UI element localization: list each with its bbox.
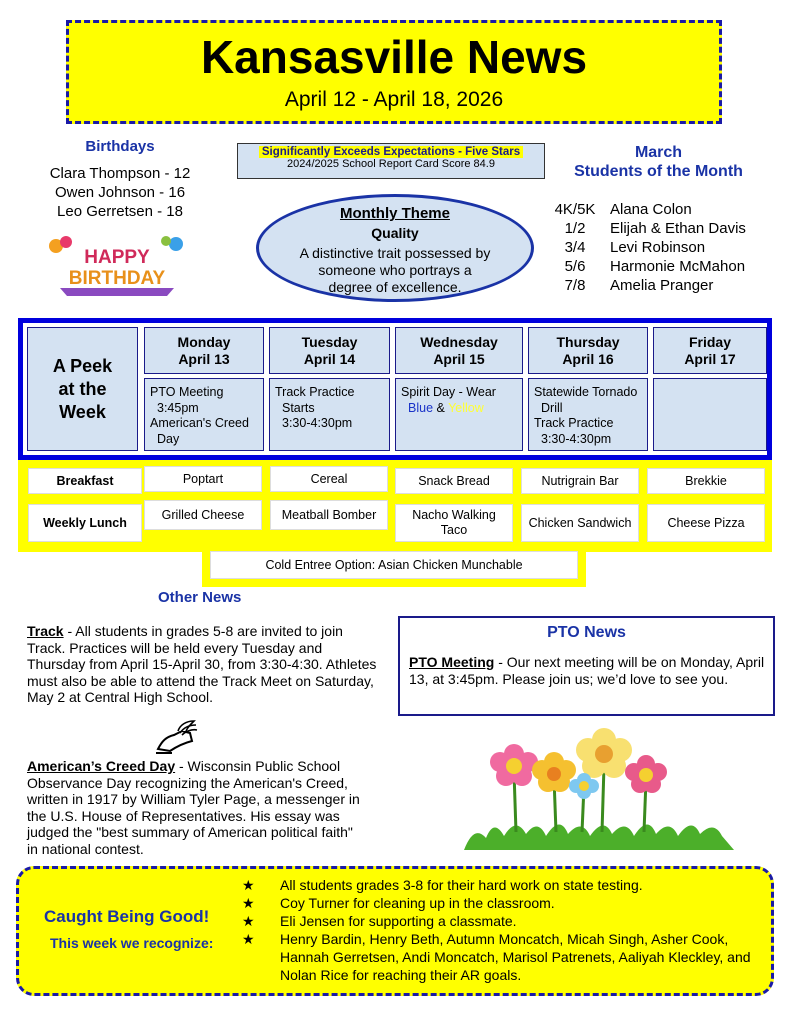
creed-body: - Wisconsin Public School Observance Day recognizing the American's Creed, written in 1917 by William Tyler Page, a messenger in the U.S. House of Representatives. His essay was judged the "best summary of American political faith" in national contest. bbox=[27, 758, 360, 857]
day-header-wednesday bbox=[395, 327, 523, 374]
peek-at-week-label bbox=[27, 327, 138, 451]
other-news-heading: Other News bbox=[158, 589, 242, 606]
event-line: American's Creed bbox=[150, 416, 249, 430]
sotm-name: Elijah & Ethan Davis bbox=[610, 220, 746, 237]
report-card-highlight: Significantly Exceeds Expectations - Five Stars bbox=[259, 146, 523, 158]
sotm-row bbox=[550, 200, 746, 219]
students-of-month-list bbox=[550, 200, 746, 295]
newsletter-title: Kansasville News bbox=[200, 31, 588, 83]
event-line bbox=[401, 401, 518, 417]
breakfast-tuesday: Cereal bbox=[270, 466, 388, 492]
spirit-color-yellow: Yellow bbox=[448, 400, 484, 415]
lunch-tuesday: Meatball Bomber bbox=[270, 500, 388, 530]
sotm-grade: 4K/5K bbox=[554, 201, 596, 218]
day-header-thursday bbox=[528, 327, 648, 374]
day-name: Monday bbox=[177, 334, 231, 350]
day-name: Tuesday bbox=[301, 334, 358, 350]
pto-article bbox=[400, 642, 773, 688]
day-date: April 15 bbox=[433, 351, 485, 367]
lunch-thursday: Chicken Sandwich bbox=[521, 504, 639, 542]
creed-article bbox=[27, 758, 367, 857]
sotm-grade: 7/8 bbox=[564, 277, 586, 294]
track-article bbox=[27, 623, 383, 706]
report-card-score: 2024/2025 School Report Card Score 84.9 bbox=[287, 158, 495, 170]
birthday-item: Clara Thompson - 12 bbox=[49, 165, 191, 182]
pto-title: PTO Meeting bbox=[409, 654, 495, 670]
breakfast-friday: Brekkie bbox=[647, 468, 765, 494]
day-name: Friday bbox=[688, 334, 731, 350]
newsletter-header bbox=[66, 20, 722, 124]
sotm-title: Students of the Month bbox=[574, 163, 743, 180]
svg-text:HAPPY: HAPPY bbox=[84, 247, 150, 268]
birthdays-list bbox=[20, 164, 220, 221]
caught-being-good-list bbox=[240, 876, 770, 984]
breakfast-wednesday: Snack Bread bbox=[395, 468, 513, 494]
caught-being-good-heading: Caught Being Good! bbox=[44, 907, 210, 926]
day-header-monday bbox=[144, 327, 264, 374]
event-line: 3:30-4:30pm bbox=[282, 416, 353, 430]
breakfast-label: Breakfast bbox=[28, 468, 142, 494]
events-thursday bbox=[528, 378, 648, 451]
week-calendar bbox=[18, 318, 772, 460]
spirit-color-blue: Blue bbox=[408, 400, 434, 415]
svg-text:BIRTHDAY: BIRTHDAY bbox=[68, 268, 166, 289]
theme-word: Quality bbox=[371, 225, 419, 241]
birthday-item: Owen Johnson - 16 bbox=[54, 184, 186, 201]
event-line: Starts bbox=[282, 400, 315, 415]
recognition-text: Eli Jensen for supporting a classmate. bbox=[280, 913, 517, 929]
event-line: Track Practice bbox=[275, 385, 355, 399]
sotm-name: Alana Colon bbox=[610, 201, 692, 218]
event-line: 3:45pm bbox=[157, 400, 199, 415]
day-date: April 14 bbox=[303, 351, 356, 367]
pto-news-box bbox=[398, 616, 775, 716]
winged-shoe-icon bbox=[152, 719, 198, 757]
day-date: April 16 bbox=[562, 351, 614, 367]
star-icon: ★ bbox=[242, 877, 255, 893]
lunch-wednesday: Nacho Walking Taco bbox=[395, 504, 513, 542]
lunch-friday: Cheese Pizza bbox=[647, 504, 765, 542]
cold-entree-option: Cold Entree Option: Asian Chicken Munchable bbox=[210, 551, 578, 579]
peek-label-text: A Peek at the Week bbox=[52, 355, 113, 422]
students-of-month-heading bbox=[556, 143, 761, 181]
report-card-box bbox=[237, 143, 545, 179]
recognition-text: Coy Turner for cleaning up in the classroom. bbox=[280, 895, 555, 911]
track-body: - All students in grades 5-8 are invited to join Track. Practices will be held every Tuesday and Thursday from April 15-April 30, from 3:30-4:30. Athletes must also be able to attend the Track Meet on Saturday, May 2 at Central High School. bbox=[27, 623, 377, 705]
event-line: Drill bbox=[541, 400, 563, 415]
happy-birthday-image bbox=[46, 236, 188, 298]
event-line: Track Practice bbox=[534, 416, 614, 430]
birthdays-heading: Birthdays bbox=[85, 138, 155, 155]
track-title: Track bbox=[27, 623, 64, 639]
theme-heading: Monthly Theme bbox=[339, 205, 450, 222]
event-line: PTO Meeting bbox=[150, 385, 224, 399]
event-line: Spirit Day - Wear bbox=[401, 385, 496, 399]
list-item bbox=[240, 876, 770, 894]
events-tuesday bbox=[269, 378, 390, 451]
events-wednesday bbox=[395, 378, 523, 451]
sotm-grade: 3/4 bbox=[564, 239, 586, 256]
lunch-monday: Grilled Cheese bbox=[144, 500, 262, 530]
newsletter-dates: April 12 - April 18, 2026 bbox=[284, 88, 504, 111]
list-item bbox=[240, 930, 770, 984]
event-line: 3:30-4:30pm bbox=[541, 431, 612, 446]
menu-table bbox=[18, 460, 772, 552]
sotm-name: Levi Robinson bbox=[610, 239, 706, 256]
star-icon: ★ bbox=[242, 931, 255, 947]
events-friday bbox=[653, 378, 767, 451]
day-date: April 17 bbox=[684, 351, 736, 367]
monthly-theme-ellipse bbox=[256, 194, 534, 302]
spirit-amp: & bbox=[436, 400, 445, 415]
flowers-image bbox=[464, 728, 734, 850]
star-icon: ★ bbox=[242, 913, 255, 929]
sotm-row bbox=[550, 276, 746, 295]
star-icon: ★ bbox=[242, 895, 255, 911]
caught-being-good-subheading: This week we recognize: bbox=[50, 935, 214, 951]
breakfast-thursday: Nutrigrain Bar bbox=[521, 468, 639, 494]
sotm-name: Harmonie McMahon bbox=[610, 258, 746, 275]
day-header-friday bbox=[653, 327, 767, 374]
sotm-row bbox=[550, 257, 746, 276]
lunch-label: Weekly Lunch bbox=[28, 504, 142, 542]
birthday-item: Leo Gerretsen - 18 bbox=[57, 203, 183, 220]
list-item bbox=[240, 912, 770, 930]
day-name: Wednesday bbox=[420, 334, 498, 350]
theme-description: A distinctive trait possessed by someone who portrays a degree of excellence. bbox=[299, 245, 491, 295]
event-line: Day bbox=[157, 431, 180, 446]
sotm-grade: 5/6 bbox=[564, 258, 586, 275]
sotm-month: March bbox=[634, 144, 683, 161]
list-item bbox=[240, 894, 770, 912]
pto-heading: PTO News bbox=[547, 624, 626, 641]
day-header-tuesday bbox=[269, 327, 390, 374]
pto-body: - Our next meeting will be on Monday, April 13, at 3:45pm. Please join us; we’d love to see you. bbox=[409, 654, 765, 687]
sotm-row bbox=[550, 238, 746, 257]
day-date: April 13 bbox=[178, 351, 230, 367]
sotm-grade: 1/2 bbox=[564, 220, 586, 237]
events-monday bbox=[144, 378, 264, 451]
breakfast-monday: Poptart bbox=[144, 466, 262, 492]
creed-title: American’s Creed Day bbox=[27, 758, 176, 774]
event-line: Statewide Tornado bbox=[534, 385, 638, 399]
recognition-text: All students grades 3-8 for their hard work on state testing. bbox=[280, 877, 643, 893]
sotm-name: Amelia Pranger bbox=[610, 277, 714, 294]
sotm-row bbox=[550, 219, 746, 238]
day-name: Thursday bbox=[556, 334, 620, 350]
recognition-text: Henry Bardin, Henry Beth, Autumn Moncatch, Micah Singh, Asher Cook, Hannah Gerretsen, Andi Moncatch, Marisol Patrenets, Aaliyah Kleckley, and Nolan Rice for reaching their AR goals. bbox=[280, 931, 751, 983]
